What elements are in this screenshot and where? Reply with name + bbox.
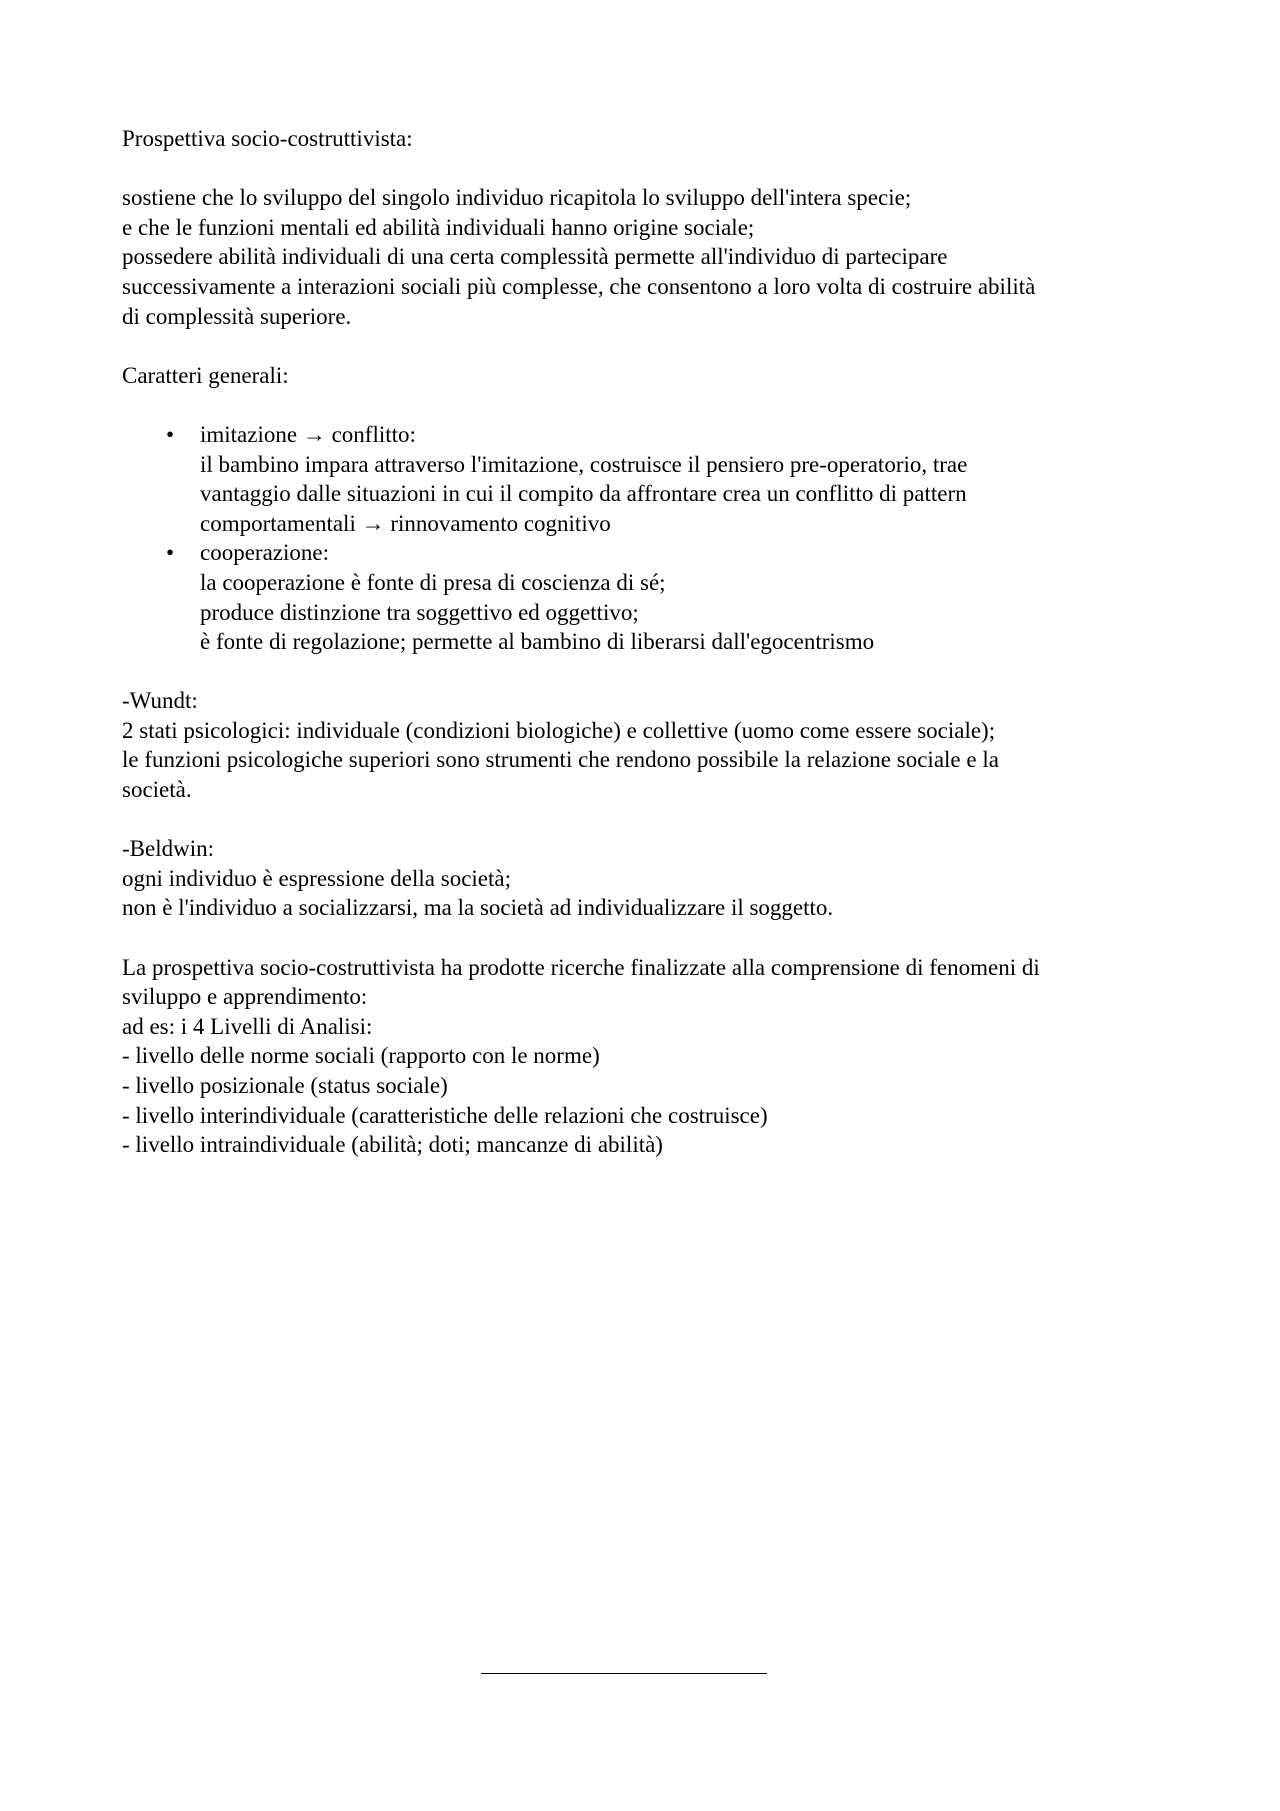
list-item-line: produce distinzione tra soggettivo ed oggettivo; <box>200 599 639 625</box>
list-item-line: comportamentali → rinnovamento cognitivo <box>200 510 611 536</box>
section-title: Prospettiva socio-costruttivista: <box>122 126 413 151</box>
list-item-heading: cooperazione: <box>200 540 329 566</box>
closing-line: La prospettiva socio-costruttivista ha prodotte ricerche finalizzate alla comprensione di fenomeni di <box>122 954 1040 980</box>
wundt-line: società. <box>122 777 192 803</box>
intro-line: di complessità superiore. <box>122 303 352 329</box>
closing-line: sviluppo e apprendimento: <box>122 984 368 1010</box>
list-item-line: è fonte di regolazione; permette al bambino di liberarsi dall'egocentrismo <box>200 629 875 655</box>
closing-line: - livello intraindividuale (abilità; doti; mancanze di abilità) <box>122 1132 663 1158</box>
wundt-heading: -Wundt: <box>122 688 198 714</box>
intro-line: possedere abilità individuali di una certa complessità permette all'individuo di partecipare <box>122 244 948 270</box>
intro-line: e che le funzioni mentali ed abilità individuali hanno origine sociale; <box>122 214 755 240</box>
spacer <box>122 923 1162 953</box>
beldwin-line: non è l'individuo a socializzarsi, ma la società ad individualizzare il soggetto. <box>122 895 834 921</box>
list-item-heading: imitazione → conflitto: <box>200 421 416 447</box>
spacer <box>122 331 1162 361</box>
footer-rule <box>481 1673 767 1674</box>
characteristics-list <box>122 420 1162 657</box>
closing-line: - livello delle norme sociali (rapporto con le norme) <box>122 1043 600 1069</box>
bullet-icon: • <box>165 540 175 566</box>
intro-line: sostiene che lo sviluppo del singolo individuo ricapitola lo sviluppo dell'intera specie; <box>122 185 912 211</box>
bullet-icon: • <box>165 421 175 447</box>
beldwin-line: ogni individuo è espressione della società; <box>122 865 511 891</box>
intro-paragraph <box>122 183 1162 331</box>
closing-section <box>122 953 1162 1160</box>
closing-line: - livello posizionale (status sociale) <box>122 1073 448 1098</box>
wundt-section <box>122 686 1162 804</box>
spacer <box>122 805 1162 835</box>
list-item-line: vantaggio dalle situazioni in cui il compito da affrontare crea un conflitto di pattern <box>200 481 967 507</box>
wundt-line: le funzioni psicologiche superiori sono strumenti che rendono possibile la relazione sociale e la <box>122 747 999 773</box>
spacer <box>122 154 1162 184</box>
wundt-line: 2 stati psicologici: individuale (condizioni biologiche) e collettive (uomo come essere sociale); <box>122 717 996 743</box>
list-item-line: il bambino impara attraverso l'imitazione, costruisce il pensiero pre-operatorio, trae <box>200 451 968 477</box>
beldwin-section <box>122 834 1162 923</box>
closing-line: ad es: i 4 Livelli di Analisi: <box>122 1013 373 1039</box>
beldwin-heading: -Beldwin: <box>122 836 214 862</box>
spacer <box>122 657 1162 687</box>
spacer <box>122 390 1162 420</box>
closing-line: - livello interindividuale (caratteristiche delle relazioni che costruisce) <box>122 1102 768 1128</box>
list-item <box>122 420 1162 538</box>
list-item <box>122 538 1162 656</box>
intro-line: successivamente a interazioni sociali più complesse, che consentono a loro volta di costruire abilità <box>122 273 1036 299</box>
list-item-line: la cooperazione è fonte di presa di coscienza di sé; <box>200 569 666 595</box>
general-heading: Caratteri generali: <box>122 362 289 388</box>
document-body <box>122 124 1162 1160</box>
